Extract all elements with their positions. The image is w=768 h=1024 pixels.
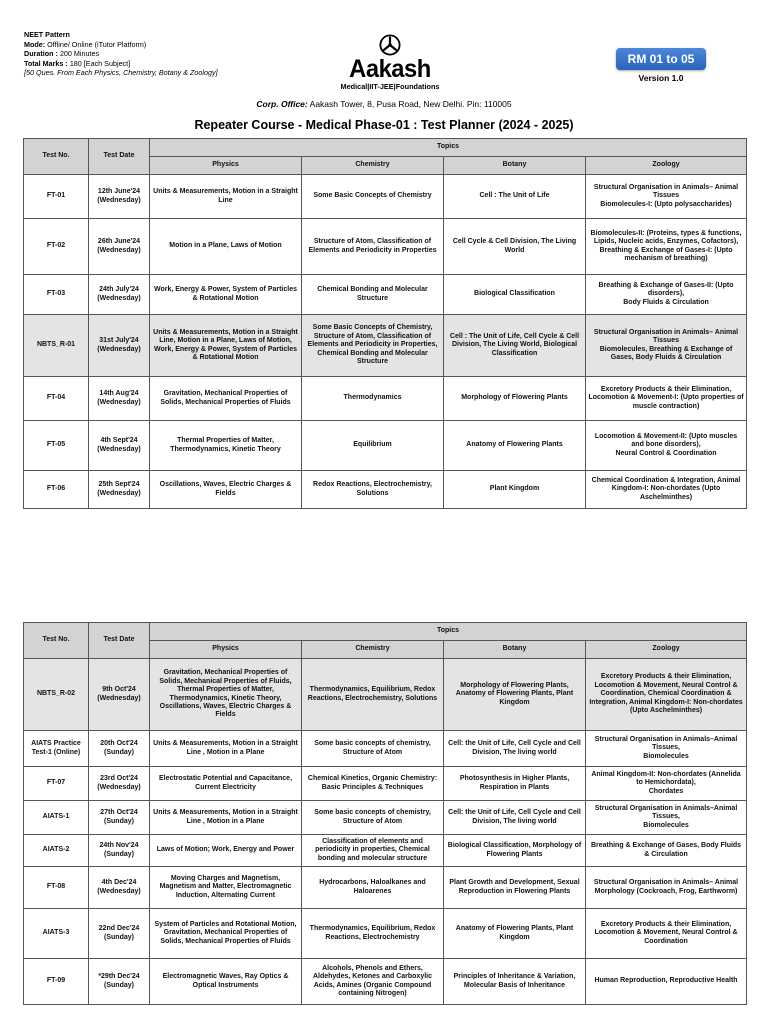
logo-tagline: Medical|IIT-JEE|Foundations — [340, 82, 440, 91]
zoology-topic-segment: Body Fluids & Circulation — [623, 298, 709, 306]
chemistry-topics: Chemical Kinetics, Organic Chemistry: Basic Principles & Techniques — [302, 767, 444, 801]
test-date-day: 26th June'24 — [97, 238, 141, 246]
test-date-day: 12th June'24 — [97, 188, 141, 196]
test-number: FT-01 — [24, 175, 89, 219]
test-date — [89, 377, 150, 421]
zoology-topic-segment: (Annelida to Hemichordata), — [636, 770, 741, 787]
exam-info — [24, 30, 244, 78]
header-chemistry: Chemistry — [302, 641, 444, 659]
header-botany: Botany — [444, 157, 586, 175]
test-number: AIATS-2 — [24, 835, 89, 867]
test-number: AIATS-1 — [24, 801, 89, 835]
test-date — [89, 219, 150, 275]
test-date-weekday: (Wednesday) — [97, 445, 141, 453]
zoology-topic-segment: Biomolecules-I: — [600, 200, 653, 208]
zoology-topic-segment: Structural Organisation in Animals– Animal Tissues — [593, 328, 739, 345]
zoology-topic-segment: Structural Organisation in Animals–Animal Tissues, — [594, 735, 738, 752]
zoology-topic-segment: Breathing & Exchange of Gases-I: — [599, 246, 713, 254]
zoology-topic-segment: (Upto polysaccharides) — [652, 200, 732, 208]
zoology-topic-segment: Structural Organisation in Animals– — [593, 183, 714, 191]
test-row — [24, 421, 747, 471]
zoology-topics — [586, 909, 747, 959]
test-date-weekday: (Wednesday) — [97, 489, 141, 497]
header-topics: Topics — [150, 623, 747, 641]
zoology-topic-segment: (Upto properties of muscle contraction) — [632, 394, 744, 410]
test-row — [24, 801, 747, 835]
zoology-topics — [586, 421, 747, 471]
aakash-emblem-icon — [379, 34, 401, 56]
test-number: AIATS-3 — [24, 909, 89, 959]
zoology-topics — [586, 175, 747, 219]
zoology-topics — [586, 471, 747, 509]
zoology-topics — [586, 959, 747, 1005]
zoology-topics — [586, 219, 747, 275]
aakash-logo — [332, 34, 448, 96]
exam-mode: Mode: Offline/ Online (iTutor Platform) — [24, 39, 147, 49]
test-date — [89, 909, 150, 959]
test-date — [89, 315, 150, 377]
exam-duration: Duration : 200 Minutes — [24, 49, 100, 59]
botany-topics: Cell Cycle & Cell Division, The Living World — [444, 219, 586, 275]
botany-topics: Biological Classification, Morphology of Flowering Plants — [444, 835, 586, 867]
test-date-day: 20th Oct'24 — [100, 740, 138, 748]
test-date-day: 24th July'24 — [99, 286, 139, 294]
zoology-topic-segment: Biomolecules-II: — [590, 229, 645, 237]
page-title: Repeater Course - Medical Phase-01 : Test Planner (2024 - 2025) — [194, 118, 574, 132]
physics-topics: Units & Measurements, Motion in a Straight Line, Motion in a Plane, Laws of Motion, Work, Energy & Power, System of Particles & Rotational Motion — [150, 315, 302, 377]
zoology-topics — [586, 835, 747, 867]
header-chemistry: Chemistry — [302, 157, 444, 175]
test-row — [24, 835, 747, 867]
zoology-topic-segment: (Upto disorders), — [647, 281, 734, 298]
chemistry-topics: Some Basic Concepts of Chemistry — [302, 175, 444, 219]
test-row — [24, 959, 747, 1005]
chemistry-topics: Equilibrium — [302, 421, 444, 471]
test-date-weekday: (Sunday) — [104, 817, 134, 825]
zoology-topic-segment: Structural Organisation in Animals–Animal Tissues, — [594, 804, 738, 821]
test-row — [24, 767, 747, 801]
test-row — [24, 315, 747, 377]
botany-topics: Anatomy of Flowering Plants, Plant Kingdom — [444, 909, 586, 959]
test-date-weekday: (Sunday) — [104, 933, 134, 941]
header-test-no: Test No. — [24, 139, 89, 175]
test-number: FT-09 — [24, 959, 89, 1005]
zoology-topics — [586, 867, 747, 909]
test-row — [24, 471, 747, 509]
zoology-topics — [586, 731, 747, 767]
physics-topics: Motion in a Plane, Laws of Motion — [150, 219, 302, 275]
test-date-day: 31st July'24 — [99, 337, 139, 345]
test-date-day: 22nd Dec'24 — [98, 925, 140, 933]
physics-topics: Laws of Motion; Work, Energy and Power — [150, 835, 302, 867]
exam-pattern: NEET Pattern — [24, 30, 70, 39]
corp-office: Corp. Office: Aakash Tower, 8, Pusa Road, New Delhi. Pin: 110005 — [256, 99, 512, 109]
zoology-topic-segment: Animal Kingdom-II: Non-chordates — [591, 770, 707, 778]
test-date-weekday: (Sunday) — [104, 748, 134, 756]
zoology-topic-segment: Chordates — [648, 787, 684, 795]
header-physics: Physics — [150, 641, 302, 659]
test-row — [24, 377, 747, 421]
test-number: FT-04 — [24, 377, 89, 421]
zoology-topic-segment: Excretory Products & their Elimination, Locomotion & Movement, Neural Control & Coordination — [594, 920, 738, 945]
physics-topics: System of Particles and Rotational Motion, Gravitation, Mechanical Properties of Solids, Mechanical Properties of Fluids — [150, 909, 302, 959]
physics-topics: Moving Charges and Magnetism, Magnetism and Matter, Electromagnetic Induction, Alternating Current — [150, 867, 302, 909]
zoology-topic-segment: (Upto muscles and bone disorders), — [631, 432, 738, 449]
test-date-weekday: (Wednesday) — [97, 294, 141, 302]
test-row — [24, 909, 747, 959]
header-test-date: Test Date — [89, 623, 150, 659]
version-label: Version 1.0 — [638, 73, 684, 83]
test-number: FT-07 — [24, 767, 89, 801]
test-number: FT-03 — [24, 275, 89, 315]
botany-topics: Cell : The Unit of Life, Cell Cycle & Cell Division, The Living World, Biological Classification — [444, 315, 586, 377]
zoology-topics — [586, 315, 747, 377]
header-test-date: Test Date — [89, 139, 150, 175]
exam-total-marks: Total Marks : 180 [Each Subject] — [24, 58, 131, 68]
test-number: FT-02 — [24, 219, 89, 275]
test-date — [89, 867, 150, 909]
zoology-topic-segment: Human Reproduction, Reproductive Health — [594, 977, 738, 985]
chemistry-topics: Thermodynamics, Equilibrium, Redox Reactions, Electrochemistry — [302, 909, 444, 959]
physics-topics: Gravitation, Mechanical Properties of Solids, Mechanical Properties of Fluids, Thermal Properties of Matter, Thermodynamics, Kinetic Theory, Oscillations, Waves, Electric Charges & Fields — [150, 659, 302, 731]
physics-topics: Work, Energy & Power, System of Particles & Rotational Motion — [150, 275, 302, 315]
header-zoology: Zoology — [586, 157, 747, 175]
physics-topics: Units & Measurements, Motion in a Straight Line , Motion in a Plane — [150, 801, 302, 835]
botany-topics: Plant Kingdom — [444, 471, 586, 509]
zoology-topic-segment: Excretory Products & their Elimination, Locomotion & Movement-I: — [588, 385, 732, 402]
test-date — [89, 275, 150, 315]
header-test-no: Test No. — [24, 623, 89, 659]
test-date-weekday: (Sunday) — [104, 981, 134, 989]
test-date-day: *29th Dec'24 — [98, 973, 140, 981]
test-row — [24, 175, 747, 219]
zoology-topics — [586, 767, 747, 801]
zoology-topic-segment: Chemical Coordination & Integration, Animal Kingdom-I: — [591, 476, 741, 493]
header-zoology: Zoology — [586, 641, 747, 659]
test-row — [24, 867, 747, 909]
test-date-day: 4th Sept'24 — [100, 437, 138, 445]
zoology-topic-segment: (Upto mechanism of breathing) — [624, 246, 733, 262]
test-date-day: 24th Nov'24 — [99, 842, 139, 850]
zoology-topic-segment: (Upto Aschelminthes) — [629, 707, 703, 715]
zoology-topic-segment: Locomotion & Movement-II: — [594, 432, 688, 440]
physics-topics: Electromagnetic Waves, Ray Optics & Optical Instruments — [150, 959, 302, 1005]
chemistry-topics: Redox Reactions, Electrochemistry, Solutions — [302, 471, 444, 509]
chemistry-topics: Some basic concepts of chemistry, Structure of Atom — [302, 731, 444, 767]
zoology-topic-segment: Biomolecules, Breathing & Exchange of Gases, Body Fluids & Circulation — [599, 345, 733, 361]
test-date-weekday: (Wednesday) — [97, 783, 141, 791]
test-date-weekday: (Wednesday) — [97, 694, 141, 702]
test-date-day: 9th Oct'24 — [102, 686, 136, 694]
zoology-topic-segment: Biomolecules — [643, 821, 689, 829]
header-physics: Physics — [150, 157, 302, 175]
chemistry-topics: Hydrocarbons, Haloalkanes and Haloarenes — [302, 867, 444, 909]
botany-topics: Cell: the Unit of Life, Cell Cycle and Cell Division, The living world — [444, 801, 586, 835]
zoology-topics — [586, 659, 747, 731]
test-date — [89, 175, 150, 219]
botany-topics: Photosynthesis in Higher Plants, Respiration in Plants — [444, 767, 586, 801]
test-date — [89, 835, 150, 867]
botany-topics: Morphology of Flowering Plants, Anatomy of Flowering Plants, Plant Kingdom — [444, 659, 586, 731]
chemistry-topics: Some basic concepts of chemistry, Structure of Atom — [302, 801, 444, 835]
test-date-weekday: (Sunday) — [104, 850, 134, 858]
botany-topics: Morphology of Flowering Plants — [444, 377, 586, 421]
zoology-topic-segment: Biomolecules — [643, 752, 689, 760]
zoology-topic-segment: (Proteins, types & functions, Lipids, Nucleic acids, Enzymes, Cofactors), — [593, 229, 742, 246]
botany-topics: Anatomy of Flowering Plants — [444, 421, 586, 471]
chemistry-topics: Thermodynamics — [302, 377, 444, 421]
chemistry-topics: Chemical Bonding and Molecular Structure — [302, 275, 444, 315]
test-number: AIATS Practice Test-1 (Online) — [24, 731, 89, 767]
physics-topics: Thermal Properties of Matter, Thermodynamics, Kinetic Theory — [150, 421, 302, 471]
chemistry-topics: Structure of Atom, Classification of Elements and Periodicity in Properties — [302, 219, 444, 275]
physics-topics: Oscillations, Waves, Electric Charges & Fields — [150, 471, 302, 509]
test-number: FT-06 — [24, 471, 89, 509]
test-date-day: 14th Aug'24 — [99, 390, 139, 398]
zoology-topic-segment: Structural Organisation in Animals– Animal Morphology — [593, 879, 739, 895]
physics-topics: Units & Measurements, Motion in a Straight Line , Motion in a Plane — [150, 731, 302, 767]
botany-topics: Principles of Inheritance & Variation, Molecular Basis of Inheritance — [444, 959, 586, 1005]
test-date — [89, 659, 150, 731]
physics-topics: Electrostatic Potential and Capacitance, Current Electricity — [150, 767, 302, 801]
test-date — [89, 731, 150, 767]
test-date-day: 25th Sept'24 — [98, 481, 140, 489]
zoology-topic-segment: Excretory Products & their Elimination, Locomotion & Movement, Neural Control & Coordination, Chemical Coordination & Integration, Animal Kingdom-I: Non-chordates — [589, 673, 743, 706]
botany-topics: Cell: the Unit of Life, Cell Cycle and Cell Division, The living world — [444, 731, 586, 767]
test-number: FT-08 — [24, 867, 89, 909]
chemistry-topics: Classification of elements and periodicity in properties, Chemical bonding and molecular structure — [302, 835, 444, 867]
test-row — [24, 731, 747, 767]
physics-topics: Units & Measurements, Motion in a Straight Line — [150, 175, 302, 219]
test-planner-table-2 — [23, 622, 747, 1005]
test-date-weekday: (Wednesday) — [97, 345, 141, 353]
test-date — [89, 959, 150, 1005]
zoology-topic-segment: (Cockroach, Frog, Earthworm) — [634, 887, 738, 895]
zoology-topic-segment: Breathing & Exchange of Gases-II: — [598, 281, 714, 289]
test-date-day: 23rd Oct'24 — [100, 775, 138, 783]
zoology-topic-segment: Neural Control & Coordination — [615, 449, 717, 457]
test-row — [24, 659, 747, 731]
physics-topics: Gravitation, Mechanical Properties of Solids, Mechanical Properties of Fluids — [150, 377, 302, 421]
botany-topics: Plant Growth and Development, Sexual Reproduction in Flowering Plants — [444, 867, 586, 909]
test-date — [89, 471, 150, 509]
test-date-weekday: (Wednesday) — [97, 196, 141, 204]
header-topics: Topics — [150, 139, 747, 157]
test-number: FT-05 — [24, 421, 89, 471]
zoology-topics — [586, 377, 747, 421]
zoology-topic-segment: Non-chordates (Upto Aschelminthes) — [639, 485, 721, 501]
zoology-topics — [586, 801, 747, 835]
test-date — [89, 767, 150, 801]
header-botany: Botany — [444, 641, 586, 659]
test-date-day: 4th Dec'24 — [101, 879, 137, 887]
chemistry-topics: Some Basic Concepts of Chemistry, Structure of Atom, Classification of Elements and Periodicity in Properties, Chemical Bonding and Molecular Structure — [302, 315, 444, 377]
test-date — [89, 421, 150, 471]
test-date-weekday: (Wednesday) — [97, 246, 141, 254]
test-row — [24, 275, 747, 315]
test-date-weekday: (Wednesday) — [97, 398, 141, 406]
zoology-topics — [586, 275, 747, 315]
chemistry-topics: Thermodynamics, Equilibrium, Redox Reactions, Electrochemistry, Solutions — [302, 659, 444, 731]
test-number: NBTS_R-02 — [24, 659, 89, 731]
test-planner-table-1 — [23, 138, 747, 509]
botany-topics: Cell : The Unit of Life — [444, 175, 586, 219]
zoology-topic-segment: Breathing & Exchange of Gases, Body Fluids & Circulation — [590, 842, 742, 858]
test-row — [24, 219, 747, 275]
test-date-day: 27th Oct'24 — [100, 809, 138, 817]
botany-topics: Biological Classification — [444, 275, 586, 315]
test-number: NBTS_R-01 — [24, 315, 89, 377]
test-date-weekday: (Wednesday) — [97, 887, 141, 895]
exam-note: [50 Ques. From Each Physics, Chemistry, Botany & Zoology] — [24, 68, 218, 78]
chemistry-topics: Alcohols, Phenols and Ethers, Aldehydes, Ketones and Carboxylic Acids, Amines (Organic Compound containing Nitrogen) — [302, 959, 444, 1005]
logo-brand-text: Aakash — [349, 55, 431, 83]
test-date — [89, 801, 150, 835]
zoology-topic-segment: Animal Tissues — [653, 183, 739, 200]
rm-range-badge: RM 01 to 05 — [616, 48, 706, 70]
